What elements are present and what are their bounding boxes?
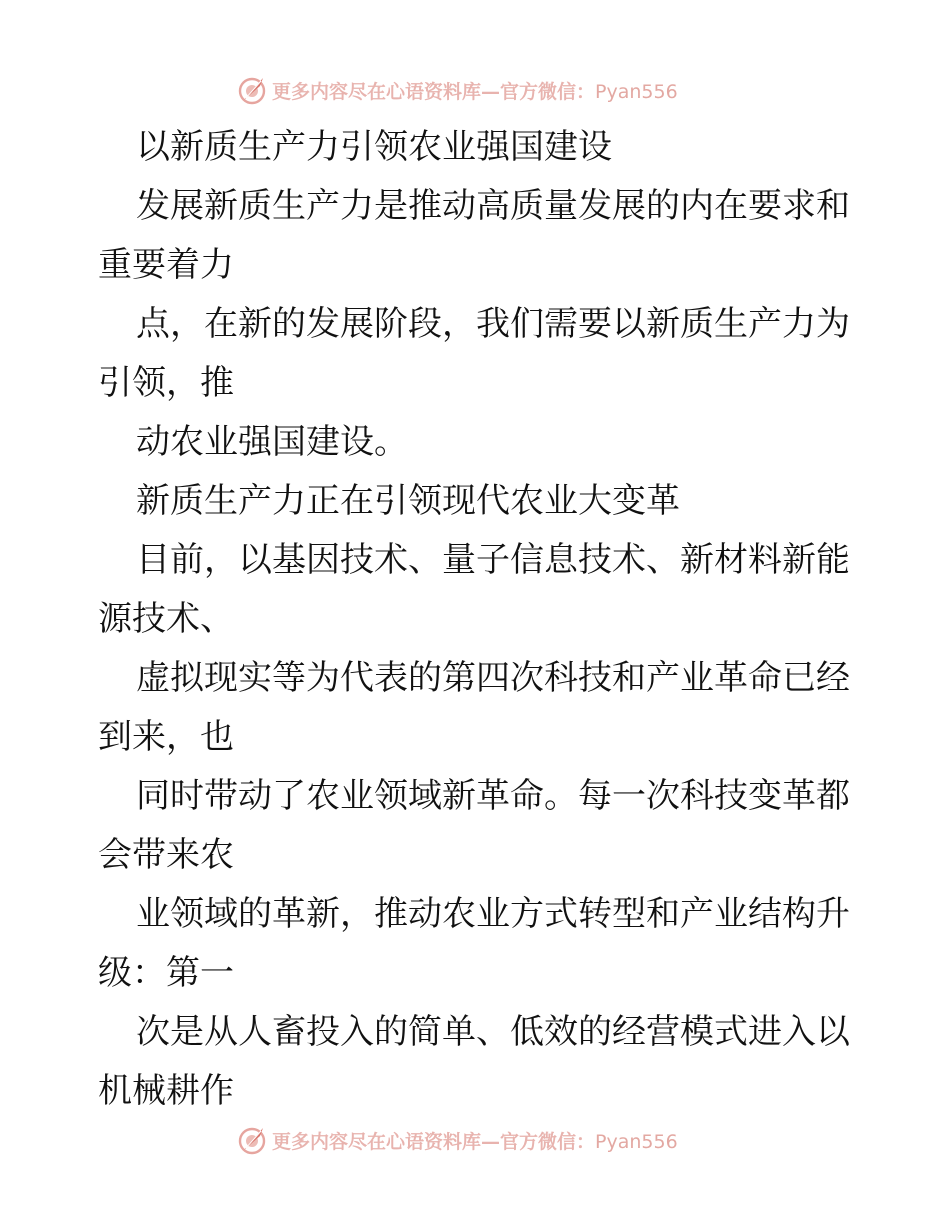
footer-watermark xyxy=(236,1122,716,1158)
paragraph-line: 业领域的革新，推动农业方式转型和产业结构升 xyxy=(136,894,850,934)
paragraph-line: 到来，也 xyxy=(98,717,234,757)
section-heading: 新质生产力正在引领现代农业大变革 xyxy=(136,481,680,521)
paragraph-line: 引领，推 xyxy=(98,363,234,403)
quill-seal-icon xyxy=(236,74,268,106)
paragraph-line: 发展新质生产力是推动高质量发展的内在要求和 xyxy=(136,186,850,226)
watermark-text: 更多内容尽在心语资料库—官方微信：Pyan556 xyxy=(272,1130,678,1153)
paragraph-line: 点，在新的发展阶段，我们需要以新质生产力为 xyxy=(136,304,850,344)
paragraph-line: 动农业强国建设。 xyxy=(136,422,408,462)
watermark-account: Pyan556 xyxy=(595,80,678,103)
watermark-account: Pyan556 xyxy=(595,1130,678,1153)
paragraph-line: 目前，以基因技术、量子信息技术、新材料新能 xyxy=(136,540,850,580)
paragraph-line: 源技术、 xyxy=(98,599,234,639)
paragraph-line: 机械耕作 xyxy=(98,1071,234,1111)
paragraph-line: 虚拟现实等为代表的第四次科技和产业革命已经 xyxy=(136,658,850,698)
paragraph-line: 同时带动了农业领域新革命。每一次科技变革都 xyxy=(136,776,850,816)
paragraph-line: 次是从人畜投入的简单、低效的经营模式进入以 xyxy=(136,1012,850,1052)
doc-title: 以新质生产力引领农业强国建设 xyxy=(136,127,612,167)
paragraph-line: 级：第一 xyxy=(98,953,234,993)
paragraph-line: 会带来农 xyxy=(98,835,234,875)
header-watermark xyxy=(236,72,716,108)
document-body xyxy=(0,118,950,1121)
quill-seal-icon xyxy=(236,1124,268,1156)
paragraph-line: 重要着力 xyxy=(98,245,234,285)
watermark-text: 更多内容尽在心语资料库—官方微信：Pyan556 xyxy=(272,80,678,103)
